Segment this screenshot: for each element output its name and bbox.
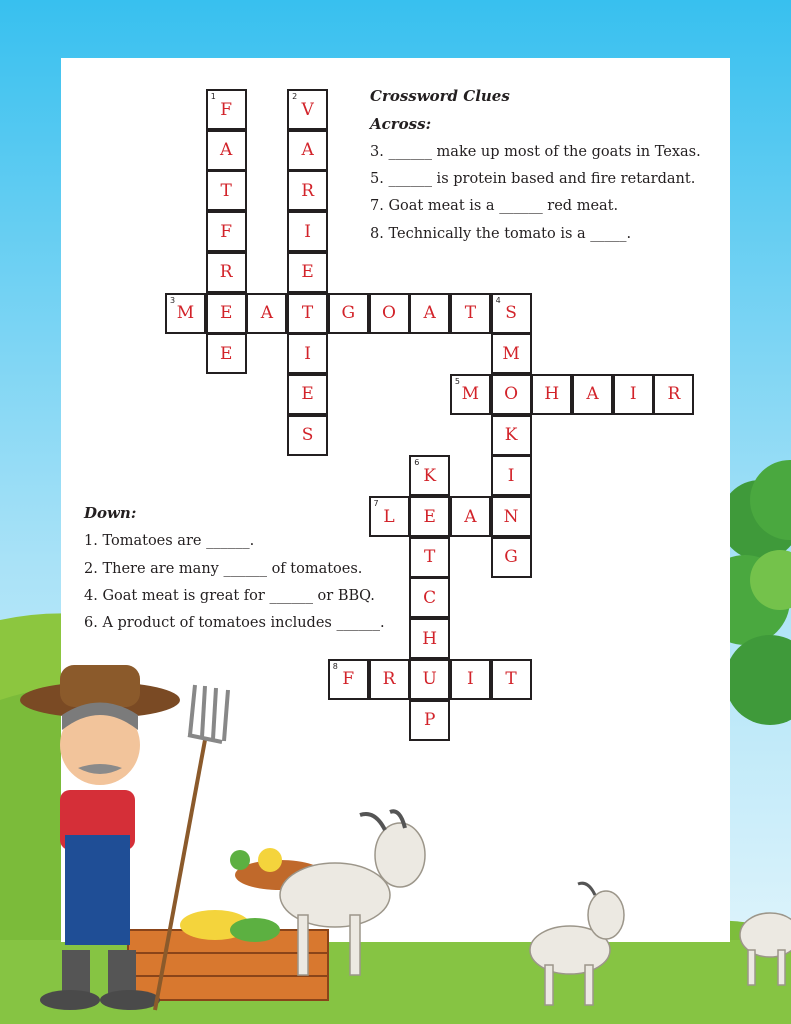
crossword-cell[interactable] xyxy=(450,293,491,334)
cell-letter: K xyxy=(504,425,518,446)
cell-letter: M xyxy=(176,303,195,323)
cell-letter: A xyxy=(586,384,599,405)
crossword-cell[interactable] xyxy=(531,374,572,415)
crossword-cell[interactable] xyxy=(409,496,450,537)
cell-letter: S xyxy=(301,425,314,446)
crossword-cell[interactable] xyxy=(287,89,328,130)
cell-letter: C xyxy=(423,587,437,608)
cell-letter: U xyxy=(422,669,437,690)
cell-letter: O xyxy=(382,303,396,323)
crossword-cell[interactable] xyxy=(409,577,450,618)
crossword-cell[interactable] xyxy=(491,415,532,456)
crossword-cell[interactable] xyxy=(287,211,328,252)
crossword-cell[interactable] xyxy=(491,537,532,578)
crossword-cell[interactable] xyxy=(369,659,410,700)
crossword-cell[interactable] xyxy=(369,293,410,334)
crossword-cell[interactable] xyxy=(450,659,491,700)
crossword-cell[interactable] xyxy=(328,293,369,334)
crossword-cell[interactable] xyxy=(206,293,247,334)
crossword-cell[interactable] xyxy=(287,333,328,374)
crossword-cell[interactable] xyxy=(206,170,247,211)
across-clue: 8. Technically the tomato is a _____. xyxy=(370,226,632,242)
cell-letter: V xyxy=(301,99,314,120)
clue-number: 1 xyxy=(210,92,216,101)
across-clue: 7. Goat meat is a ______ red meat. xyxy=(370,198,619,214)
clue-number: 2 xyxy=(292,92,298,101)
down-clue: 1. Tomatoes are ______. xyxy=(84,533,255,549)
clue-number: 8 xyxy=(332,661,338,671)
crossword-cell[interactable] xyxy=(491,374,532,415)
crossword-cell[interactable] xyxy=(206,89,247,130)
cell-letter: E xyxy=(423,506,436,527)
clue-number: 6 xyxy=(414,458,420,468)
cell-letter: G xyxy=(341,303,356,323)
crossword-cell[interactable] xyxy=(206,333,247,374)
crossword-cell[interactable] xyxy=(491,293,532,334)
clue-number: 4 xyxy=(495,295,501,305)
cell-letter: M xyxy=(502,343,520,364)
cell-letter: I xyxy=(629,384,637,405)
crossword-cell[interactable] xyxy=(653,374,694,415)
cell-letter: N xyxy=(503,506,519,527)
crossword-cell[interactable] xyxy=(409,293,450,334)
cell-letter: F xyxy=(220,99,233,120)
down-clue: 6. A product of tomatoes includes ______. xyxy=(84,615,385,631)
crossword-cell[interactable] xyxy=(287,374,328,415)
cell-letter: I xyxy=(507,465,515,486)
cell-letter: A xyxy=(423,303,436,323)
clue-number: 5 xyxy=(454,376,460,386)
cell-letter: G xyxy=(504,547,518,568)
cell-letter: F xyxy=(220,221,233,242)
crossword-cell[interactable] xyxy=(246,293,287,334)
down-heading: Down: xyxy=(84,504,137,522)
cell-letter: R xyxy=(667,384,681,405)
clue-number: 3 xyxy=(170,295,176,305)
crossword-cell[interactable] xyxy=(206,211,247,252)
cell-letter: T xyxy=(464,303,477,323)
crossword-cell[interactable] xyxy=(328,659,369,700)
cell-letter: I xyxy=(304,343,311,364)
cell-letter: H xyxy=(422,628,438,649)
crossword-cell[interactable] xyxy=(165,293,206,334)
crossword-cell[interactable] xyxy=(491,455,532,496)
crossword-cell[interactable] xyxy=(613,374,654,415)
across-heading: Across: xyxy=(370,115,432,133)
cell-letter: O xyxy=(504,384,519,405)
cell-letter: E xyxy=(301,262,314,283)
cell-letter: T xyxy=(301,303,314,323)
cell-letter: K xyxy=(423,465,437,486)
crossword-cell[interactable] xyxy=(491,496,532,537)
crossword-cell[interactable] xyxy=(409,618,450,659)
cell-letter: T xyxy=(220,180,232,201)
crossword-cell[interactable] xyxy=(450,374,491,415)
crossword-cell[interactable] xyxy=(409,537,450,578)
cell-letter: A xyxy=(220,140,233,161)
crossword-cell[interactable] xyxy=(491,333,532,374)
crossword-cell[interactable] xyxy=(409,455,450,496)
cell-letter: I xyxy=(304,221,311,242)
cell-letter: H xyxy=(544,384,560,405)
cell-letter: I xyxy=(467,669,474,690)
cell-letter: A xyxy=(301,140,314,161)
cell-letter: M xyxy=(461,384,480,405)
crossword-cell[interactable] xyxy=(409,700,450,741)
cell-letter: T xyxy=(505,669,517,690)
crossword-cell[interactable] xyxy=(287,415,328,456)
crossword-cell[interactable] xyxy=(287,130,328,171)
cell-letter: L xyxy=(383,506,395,527)
cell-letter: F xyxy=(342,669,355,690)
crossword-cell[interactable] xyxy=(287,293,328,334)
clue-number: 7 xyxy=(373,499,379,508)
crossword-cell[interactable] xyxy=(206,130,247,171)
crossword-cell[interactable] xyxy=(409,659,450,700)
across-clue: 3. ______ make up most of the goats in Texas. xyxy=(370,144,701,160)
crossword-cell[interactable] xyxy=(287,252,328,293)
crossword-cell[interactable] xyxy=(491,659,532,700)
cell-letter: R xyxy=(382,669,396,690)
cell-letter: R xyxy=(219,262,233,283)
cell-letter: T xyxy=(424,547,436,568)
crossword-cell[interactable] xyxy=(206,252,247,293)
down-clue: 2. There are many ______ of tomatoes. xyxy=(84,561,363,577)
cell-letter: R xyxy=(301,180,314,201)
crossword-cell[interactable] xyxy=(572,374,613,415)
cell-letter: E xyxy=(219,343,233,364)
cell-letter: S xyxy=(505,303,517,323)
cell-letter: E xyxy=(219,303,233,323)
crossword-cell[interactable] xyxy=(450,496,491,537)
cell-letter: A xyxy=(260,303,274,323)
clues-title: Crossword Clues xyxy=(370,87,510,105)
cell-letter: A xyxy=(464,506,477,527)
cell-letter: P xyxy=(423,710,436,730)
cell-letter: E xyxy=(301,384,314,405)
crossword-cell[interactable] xyxy=(369,496,410,537)
down-clue: 4. Goat meat is great for ______ or BBQ. xyxy=(84,588,375,604)
crossword-cell[interactable] xyxy=(287,170,328,211)
across-clue: 5. ______ is protein based and fire retardant. xyxy=(370,171,696,187)
